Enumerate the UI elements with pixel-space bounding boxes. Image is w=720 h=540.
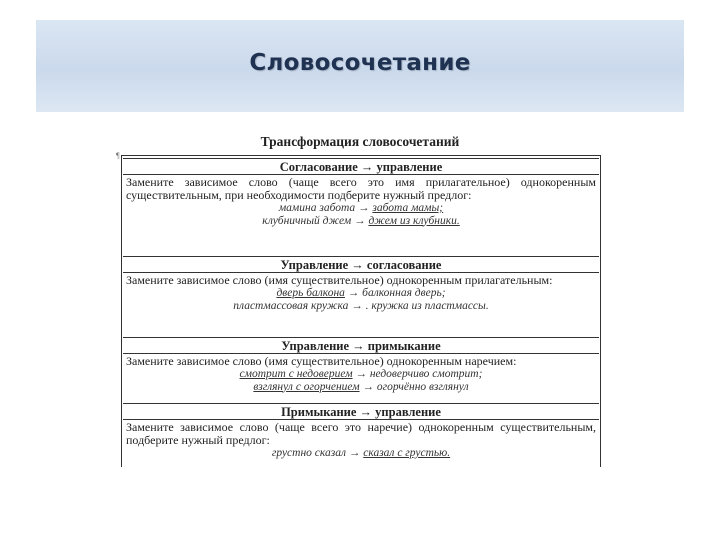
- section-instruction: Замените зависимое слово (имя существительное) однокоренным наречием:: [126, 354, 517, 368]
- example-result: джем из клубники.: [368, 214, 460, 227]
- example-line: [123, 368, 599, 381]
- example-result: недоверчиво смотрит;: [369, 368, 483, 380]
- example-line: [123, 447, 599, 460]
- section-instruction: Замените зависимое слово (имя существительное) однокоренным прилагательным:: [126, 273, 553, 287]
- example-source: дверь балкона: [276, 287, 345, 299]
- example-result: огорчённо взглянул: [376, 380, 469, 393]
- example-result: . кружка из пластмассы.: [365, 299, 489, 312]
- section-header: Управление → примыкание: [123, 337, 599, 354]
- section-instruction: Замените зависимое слово (чаще всего это имя прилагательное) однокоренным существительным, при необходимости подберите нужный предлог:: [126, 175, 596, 202]
- example-line: [123, 381, 599, 394]
- arrow: →: [354, 214, 366, 227]
- example-result: балконная дверь;: [362, 287, 446, 299]
- example-line: [123, 287, 599, 300]
- example-source: пластмассовая кружка: [233, 299, 349, 312]
- section-header: Примыкание → управление: [123, 403, 599, 420]
- example-source: взглянул с огорчением: [253, 380, 360, 393]
- example-result: забота мамы;: [372, 202, 444, 214]
- paragraph-marker: ¶: [116, 151, 120, 160]
- example-line: [123, 300, 599, 313]
- example-source: клубничный джем: [262, 214, 352, 227]
- arrow: →: [362, 380, 374, 393]
- arrow: →: [348, 447, 361, 459]
- section-instruction: Замените зависимое слово (чаще всего это наречие) однокоренным существительным, подберите нужный предлог:: [126, 420, 596, 447]
- example-line: [123, 202, 599, 215]
- section-government-to-adjunction: [123, 337, 599, 393]
- section-header: Согласование → управление: [123, 158, 599, 175]
- example-line: [123, 215, 599, 228]
- section-agreement-to-government: [123, 158, 599, 227]
- example-source: грустно сказал: [271, 447, 346, 459]
- document-heading: Трансформация словосочетаний: [260, 134, 460, 149]
- example-source: смотрит с недоверием: [239, 368, 353, 380]
- arrow: →: [351, 299, 363, 312]
- arrow: →: [347, 287, 360, 299]
- example-source: мамина забота: [278, 202, 356, 214]
- section-government-to-agreement: [123, 256, 599, 312]
- section-adjunction-to-government: [123, 403, 599, 460]
- arrow: →: [355, 368, 367, 380]
- arrow: →: [358, 202, 370, 214]
- slide-title: Словосочетание: [249, 50, 471, 76]
- example-result: сказал с грустью.: [363, 447, 451, 459]
- section-header: Управление → согласование: [123, 256, 599, 273]
